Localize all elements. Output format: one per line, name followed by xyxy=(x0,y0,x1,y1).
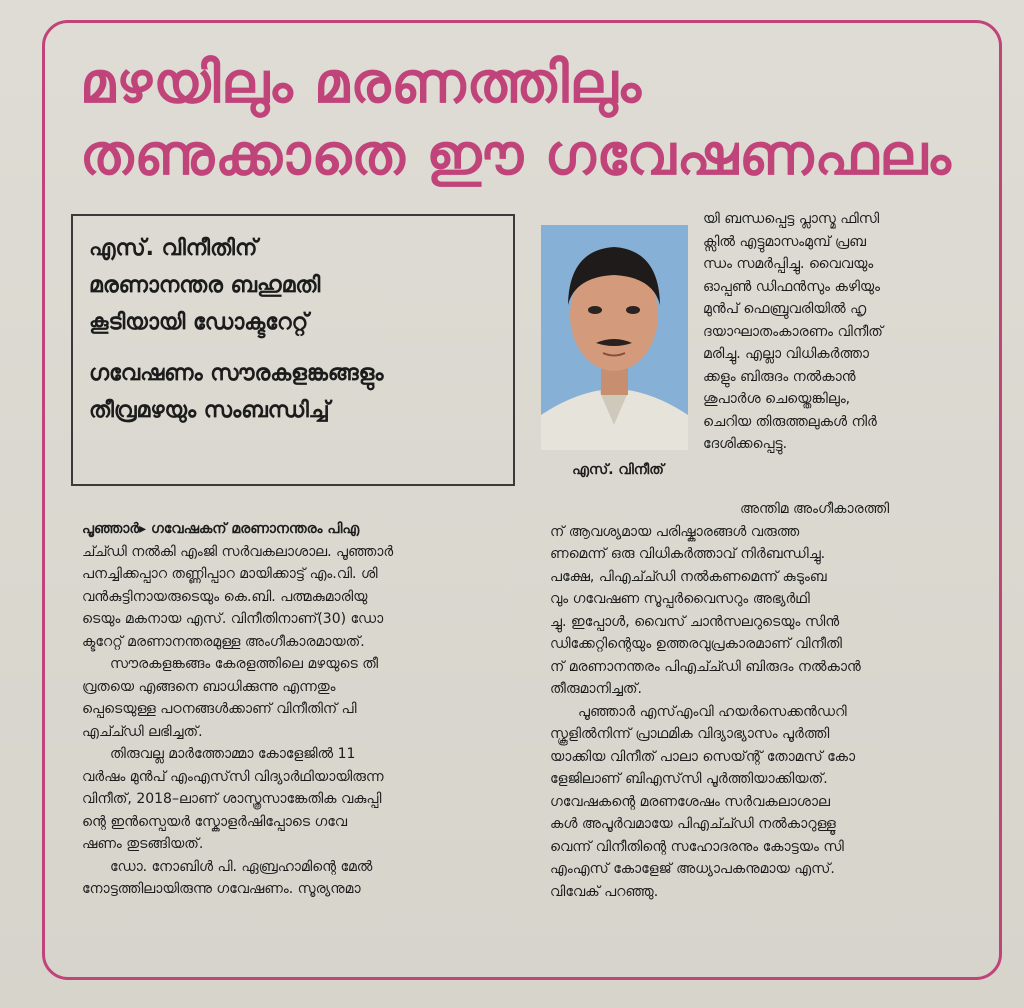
photo-caption: എസ്. വിനീത് xyxy=(572,462,664,478)
text-line: ഡോ. നോബിൾ പി. ഏബ്രഹാമിന്റെ മേൽ xyxy=(110,858,373,875)
text-line: വ്രതയെ എങ്ങനെ ബാധിക്കുന്നു എന്നതും xyxy=(82,678,336,695)
text-line: ച്ചു. ഇപ്പോൾ, വൈസ് ചാൻസലറുടെയും സിൻ xyxy=(550,613,840,630)
text-line: ണമെന്ന് ഒരു വിധികർത്താവ് നിർബന്ധിച്ചു. xyxy=(550,546,826,562)
text-line: ന് മരണാനന്തരം പിഎച്ച്ഡി ബിരുദം നൽകാൻ xyxy=(550,658,861,675)
text-line: ന്റെ ഇൻസ്പെയർ സ്കോളർഷിപ്പോടെ ഗവേ xyxy=(82,813,347,830)
text-line: പനച്ചിക്കപ്പാറ തണ്ണിപ്പാറ മായിക്കാട്ട് എം.വി. ശി xyxy=(82,566,378,582)
text-line: യി ബന്ധപ്പെട്ട പ്ലാസ്മ ഫിസി xyxy=(703,211,880,227)
text-line: ടെയും മകനായ എസ്. വിനീതിനാണ്(30) ഡോ xyxy=(82,611,384,627)
text-line: വെന്ന് വിനീതിന്റെ സഹോദരനും കോട്ടയം സി xyxy=(550,838,844,855)
text-line: ചെറിയ തിരുത്തലുകൾ നിർ xyxy=(703,413,877,430)
text-line: വിവേക് പറഞ്ഞു. xyxy=(550,883,659,900)
deck-line: ഗവേഷണം സൗരകളങ്കങ്ങളും xyxy=(89,361,384,386)
text-line: സ്കൂളിൽനിന്ന് പ്രാഥമിക വിദ്യാഭ്യാസം പൂർത്തി xyxy=(550,726,830,742)
article-column-right-top xyxy=(703,208,988,456)
text-line: നോട്ടത്തിലായിരുന്നു ഗവേഷണം. സൂര്യനുമാ xyxy=(82,881,361,897)
headline xyxy=(80,48,960,192)
text-line: പ്പെടെയുള്ള പഠനങ്ങൾക്കാണ് വിനീതിന് പി xyxy=(82,701,357,717)
text-line: വും ഗവേഷണ സൂപ്പർവൈസറും അഭ്യർഥി xyxy=(550,591,810,607)
text-line: മുൻപ് ഫെബ്രുവരിയിൽ ഹൃ xyxy=(703,301,867,317)
text-line: പക്ഷേ, പിഎച്ച്ഡി നൽകണമെന്ന് കുടുംബ xyxy=(550,568,827,585)
headline-line: തണുക്കാതെ ഈ ഗവേഷണഫലം xyxy=(80,123,952,188)
text-line: യാക്കിയ വിനീത് പാലാ സെയ്ന്റ് തോമസ് കോ xyxy=(550,748,856,765)
headline-line: മഴയിലും മരണത്തിലും xyxy=(80,51,642,116)
deck-line: കൂടിയായി ഡോക്ടറേറ്റ് xyxy=(89,310,309,335)
text-line: മരിച്ചു. എല്ലാ വിധികർത്താ xyxy=(703,346,870,362)
text-line: സൗരകളങ്കങ്ങം കേരളത്തിലെ മഴയുടെ തീ xyxy=(110,656,379,672)
text-line: ദേശിക്കപ്പെട്ടു. xyxy=(703,436,788,452)
text-line: വിനീത്, 2018–ലാണ് ശാസ്ത്രസാങ്കേതിക വകുപ്പി xyxy=(82,791,382,807)
text-line: ഗവേഷകന്റെ മരണശേഷം സർവകലാശാല xyxy=(550,793,830,810)
text-line: തിരുവല്ല മാർത്തോമ്മാ കോളേജിൽ 11 xyxy=(110,746,356,762)
text-line: ദയാഘാതംകാരണം വിനീത് xyxy=(703,323,883,340)
text-line: വൻകുട്ടിനായരുടെയും കെ.ബി. പത്മകുമാരിയു xyxy=(82,588,368,605)
portrait-photo xyxy=(541,225,688,450)
text-line: ക്കളും ബിരുദം നൽകാൻ xyxy=(703,368,856,385)
text-line: ശുപാർശ ചെയ്തെങ്കിലും, xyxy=(703,391,851,407)
deck-box xyxy=(71,214,515,486)
text-line: പൂഞ്ഞാർ▸ ഗവേഷകന് മരണാനന്തരം പിഎ xyxy=(82,521,360,537)
text-line: ഡിക്കേറ്റിന്റെയും ഉത്തരവുപ്രകാരമാണ് വിനീതി xyxy=(550,636,842,652)
text-line: പൂഞ്ഞാർ എസ്എംവി ഹയർസെക്കൻഡറി xyxy=(578,703,847,720)
text-line: ച്ച്ഡി നൽകി എംജി സർവകലാശാല. പൂഞ്ഞാർ xyxy=(82,543,394,560)
text-line: ഓപ്പൺ ഡിഫൻസും കഴിയും xyxy=(703,278,881,295)
text-line: ഷണം തുടങ്ങിയത്. xyxy=(82,836,204,852)
text-line: ക്ടറേറ്റ് മരണാനന്തരമുള്ള അംഗീകാരമായത്. xyxy=(82,633,365,650)
text-line: അന്തിമ അംഗീകാരത്തി xyxy=(740,501,890,517)
article-column-right-bottom xyxy=(550,498,987,903)
text-line: ന് ആവശ്യമായ പരിഷ്കാരങ്ങൾ വരുത്ത xyxy=(550,523,800,540)
text-line: കൾ അപൂർവമായേ പിഎച്ച്ഡി നൽകാറുള്ളൂ xyxy=(550,816,836,832)
deck-line: മരണാനന്തര ബഹുമതി xyxy=(89,273,321,298)
deck-line: എസ്. വിനീതിന് xyxy=(89,236,258,261)
text-line: എച്ച്ഡി ലഭിച്ചത്. xyxy=(82,723,203,740)
article-column-left xyxy=(82,518,527,901)
text-line: ന്ധം സമർപ്പിച്ചു. വൈവയും xyxy=(703,256,874,272)
portrait-figure xyxy=(541,225,688,450)
text-line: എംഎസ് കോളേജ് അധ്യാപകനുമായ എസ്. xyxy=(550,861,835,877)
text-line: വർഷം മുൻപ് എംഎസ്‌സി വിദ്യാർഥിയായിരുന്ന xyxy=(82,768,384,785)
text-line: ളേജിലാണ് ബിഎസ്‌സി പൂർത്തിയാക്കിയത്. xyxy=(550,771,828,787)
text-line: തീരുമാനിച്ചത്. xyxy=(550,681,642,697)
deck-line: തീവ്രമഴയും സംബന്ധിച്ച് xyxy=(89,398,330,423)
text-line: ക്സിൽ എട്ടുമാസംമുമ്പ് പ്രബ xyxy=(703,233,866,250)
